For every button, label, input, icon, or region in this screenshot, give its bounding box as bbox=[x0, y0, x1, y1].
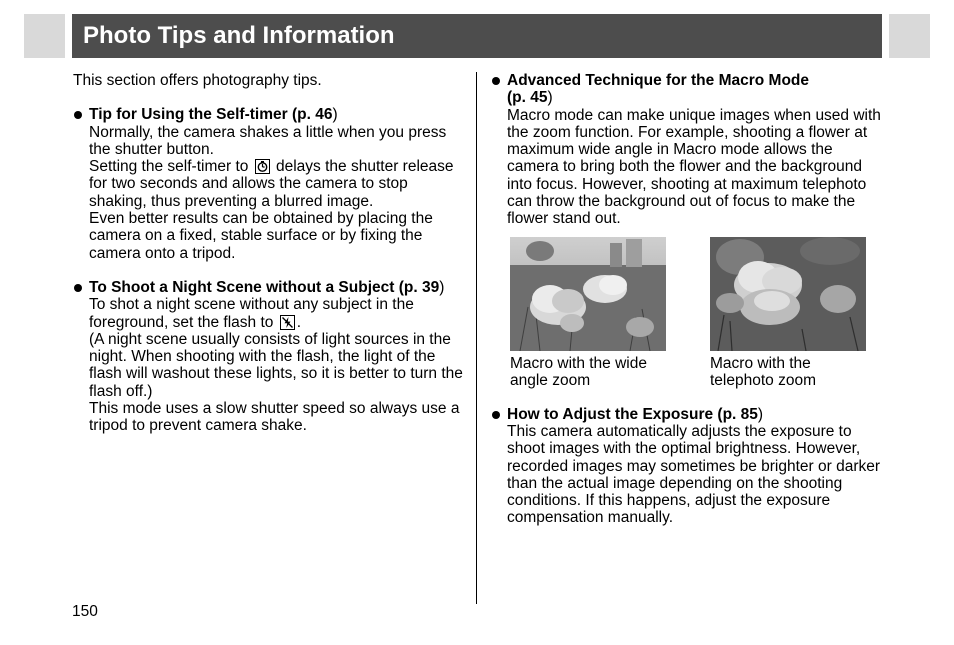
page-number: 150 bbox=[72, 603, 98, 620]
tip-heading: How to Adjust the Exposure (p. 85) bbox=[507, 405, 764, 423]
left-tab-block bbox=[24, 14, 65, 58]
tip-heading: To Shoot a Night Scene without a Subject (p. 39) bbox=[89, 278, 445, 296]
page-title: Photo Tips and Information bbox=[83, 22, 395, 49]
tip-self-timer bbox=[72, 106, 467, 262]
self-timer-icon bbox=[255, 159, 270, 174]
tip-paragraph: This mode uses a slow shutter speed so always use a tripod to prevent camera shake. bbox=[89, 400, 460, 435]
telephoto-photo-block bbox=[710, 237, 870, 390]
title-bar bbox=[72, 14, 882, 58]
tip-paragraph: To shot a night scene without any subject in the foreground, set the flash to . bbox=[89, 296, 414, 331]
telephoto-flower-photo bbox=[710, 237, 866, 351]
wide-angle-photo-block bbox=[510, 237, 670, 390]
tip-paragraph: This camera automatically adjusts the exposure to shoot images with the optimal brightness. However, recorded images may sometimes be brighter or darker than the actual image depending on the shooting conditions. If this happens, adjust the exposure compensation manually. bbox=[507, 422, 881, 527]
left-column bbox=[72, 72, 467, 452]
tip-paragraph: (A night scene usually consists of light sources in the night. When shooting with the flash, the light of the flash will washout these lights, so it is better to turn the flash off.) bbox=[89, 330, 463, 400]
tip-heading: Tip for Using the Self-timer (p. 46) bbox=[89, 106, 338, 124]
tip-night-scene bbox=[72, 279, 467, 435]
flash-off-icon bbox=[280, 315, 295, 330]
page-reference: (p. 39 bbox=[398, 278, 440, 296]
photo-caption: Macro with the telephoto zoom bbox=[710, 354, 816, 389]
example-photos bbox=[490, 237, 885, 389]
bullet-icon bbox=[74, 111, 82, 119]
page-reference: (p. 85 bbox=[717, 405, 758, 423]
page-reference: (p. 46 bbox=[291, 106, 333, 124]
right-column bbox=[490, 72, 885, 544]
bullet-icon bbox=[492, 77, 500, 85]
right-tab-block bbox=[889, 14, 930, 58]
intro-text: This section offers photography tips. bbox=[73, 72, 322, 89]
photo-caption: Macro with the wide angle zoom bbox=[510, 354, 647, 389]
tip-paragraph: Even better results can be obtained by placing the camera on a fixed, stable surface or by fixing the camera onto a tripod. bbox=[89, 210, 433, 262]
tip-paragraph: Macro mode can make unique images when used with the zoom function. For example, shooting a flower at maximum wide angle in Macro mode allows the camera to bring both the flower and the background into focus. However, shooting at maximum telephoto can throw the background out of focus to make the flower stand out. bbox=[507, 106, 881, 228]
tip-exposure bbox=[490, 406, 885, 527]
tip-macro-mode bbox=[490, 72, 885, 228]
wide-angle-flower-photo bbox=[510, 237, 666, 351]
column-divider bbox=[476, 72, 477, 604]
bullet-icon bbox=[492, 411, 500, 419]
bullet-icon bbox=[74, 284, 82, 292]
tip-paragraph: Normally, the camera shakes a little when you press the shutter button. bbox=[89, 123, 447, 158]
tip-paragraph: Setting the self-timer to delays the shutter release for two seconds and allows the camera to stop shaking, thus preventing a blurred image. bbox=[89, 158, 454, 210]
tip-heading: Advanced Technique for the Macro Mode (p. 45) bbox=[507, 72, 810, 107]
page-reference: (p. 45 bbox=[507, 89, 548, 107]
